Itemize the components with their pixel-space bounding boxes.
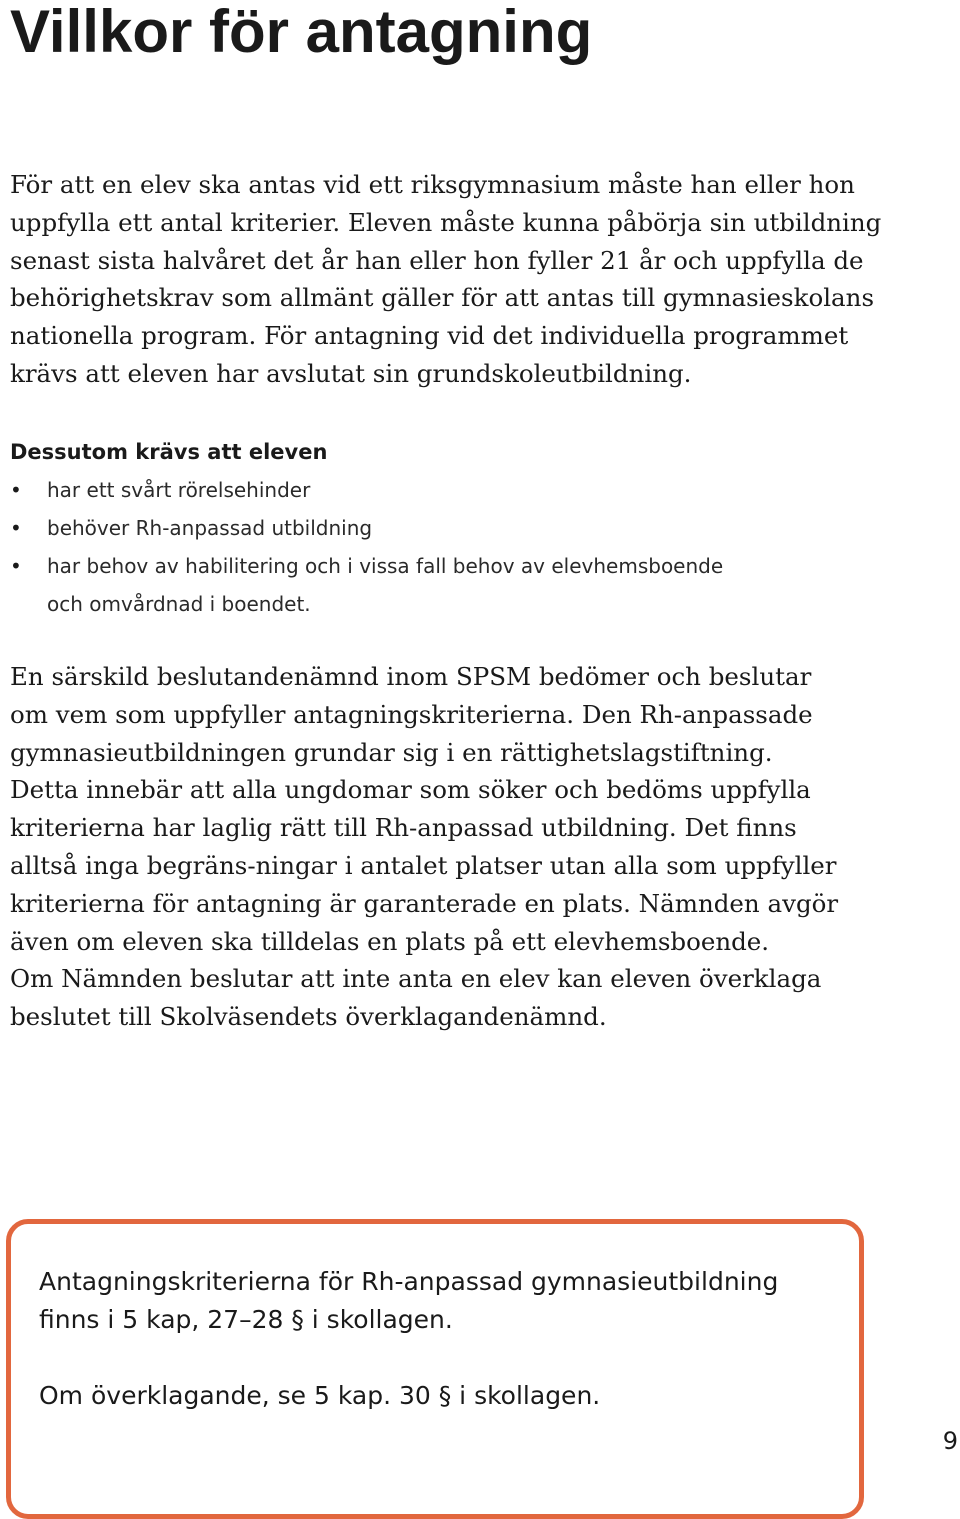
text-line: Detta innebär att alla ungdomar som söker och bedöms uppfylla	[10, 775, 811, 805]
list-item-text: har ett svårt rörelsehinder	[47, 478, 311, 502]
decision-paragraph	[10, 658, 910, 1036]
list-item	[10, 547, 723, 623]
text-line: kriterierna har laglig rätt till Rh-anpassad utbildning. Det finns	[10, 813, 797, 843]
intro-paragraph	[10, 166, 910, 393]
text-line: uppfylla ett antal kriterier. Eleven måste kunna påbörja sin utbildning	[10, 207, 882, 237]
bullet-icon: •	[10, 478, 22, 502]
requirements-heading: Dessutom krävs att eleven	[10, 440, 328, 464]
text-line: krävs att eleven har avslutat sin grundskoleutbildning.	[10, 358, 692, 388]
text-line: nationella program. För antagning vid det individuella programmet	[10, 321, 849, 351]
list-item	[10, 509, 723, 547]
bullet-icon: •	[10, 554, 22, 578]
requirements-list	[10, 471, 723, 623]
text-line: gymnasieutbildningen grundar sig i en rättighetslagstiftning.	[10, 737, 773, 767]
text-line: om vem som uppfyller antagningskriterierna. Den Rh-anpassade	[10, 699, 813, 729]
text-line: finns i 5 kap, 27–28 § i skollagen.	[39, 1305, 453, 1334]
text-line: För att en elev ska antas vid ett riksgymnasium måste han eller hon	[10, 170, 855, 199]
text-line: kriterierna för antagning är garanterade en plats. Nämnden avgör	[10, 888, 839, 918]
info-box-paragraph-law-reference	[39, 1263, 859, 1339]
page-title: Villkor för antagning	[10, 0, 593, 65]
text-line: Om överklagande, se 5 kap. 30 § i skollagen.	[39, 1381, 601, 1410]
text-line: senast sista halvåret det år han eller hon fyller 21 år och uppfylla de	[10, 245, 864, 275]
text-line: Om Nämnden beslutar att inte anta en elev kan eleven överklaga	[10, 964, 822, 994]
text-line: Antagningskriterierna för Rh-anpassad gymnasieutbildning	[39, 1267, 779, 1296]
text-line: beslutet till Skolväsendets överklagandenämnd.	[10, 1002, 607, 1032]
text-line: En särskild beslutandenämnd inom SPSM bedömer och beslutar	[10, 662, 812, 691]
list-item	[10, 471, 723, 509]
info-box-paragraph-appeal	[39, 1377, 859, 1415]
text-line: behörighetskrav som allmänt gäller för att antas till gymnasieskolans	[10, 283, 875, 313]
bullet-icon: •	[10, 516, 22, 540]
list-item-text: har behov av habilitering och i vissa fall behov av elevhemsboende	[47, 554, 724, 578]
page-number: 9	[942, 1427, 958, 1455]
list-item-text: behöver Rh-anpassad utbildning	[47, 516, 373, 540]
text-line: även om eleven ska tilldelas en plats på ett elevhemsboende.	[10, 926, 770, 956]
text-line: alltså inga begräns-ningar i antalet platser utan alla som uppfyller	[10, 850, 837, 880]
list-item-text: och omvårdnad i boendet.	[47, 592, 311, 616]
